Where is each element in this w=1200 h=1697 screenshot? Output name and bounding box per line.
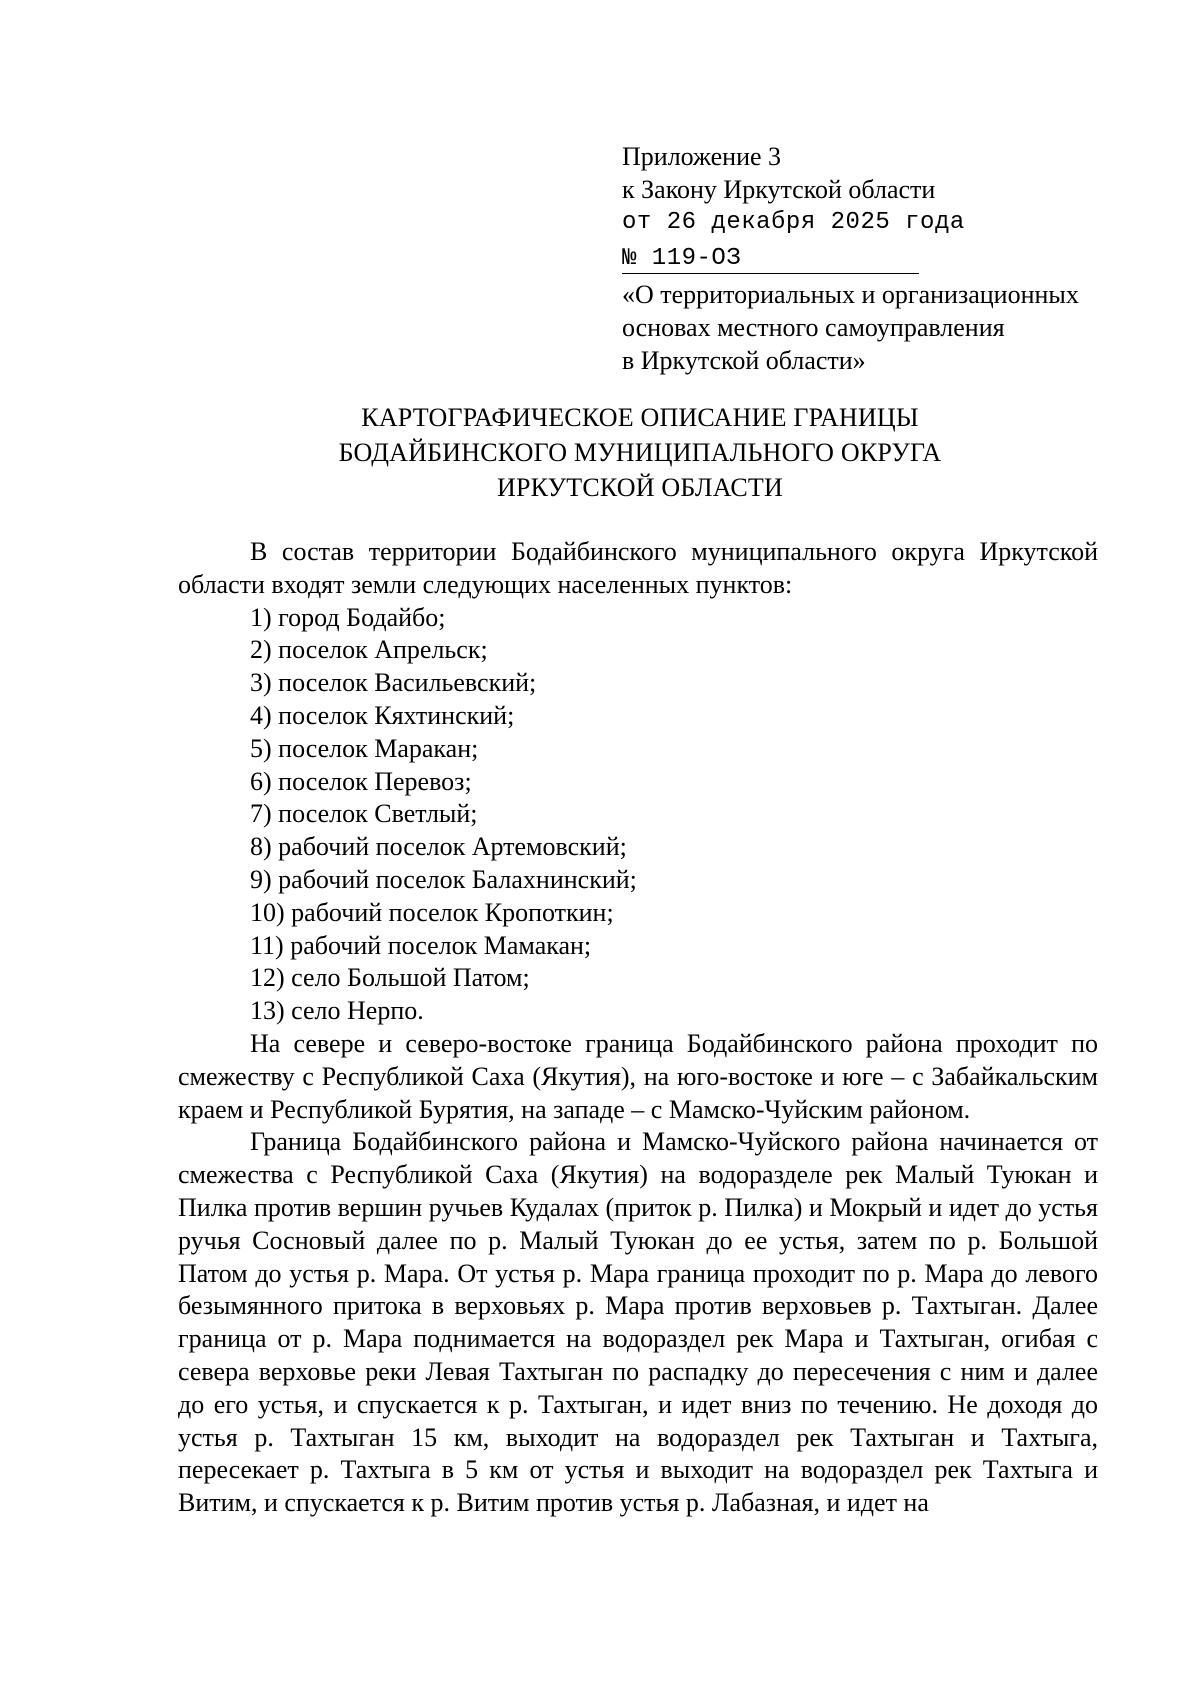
appendix-law-reference: к Закону Иркутской области (622, 175, 936, 204)
law-title-line: «О территориальных и организационных (622, 280, 1079, 309)
settlement-item: 5) поселок Маракан; (250, 733, 479, 763)
borders-paragraph: На севере и северо-востоке граница Бодайбинского района проходит по смежеству с Республикой Саха (Якутия), на юго-востоке и юге – с Забайкальским краем и Республикой Бурятия, на западе – с Мамско-Чуйским районом. (178, 1028, 1098, 1124)
settlement-item: 12) село Большой Патом; (250, 963, 530, 993)
title-line: ИРКУТСКОЙ ОБЛАСТИ (496, 473, 783, 502)
boundary-description-paragraph: Граница Бодайбинского района и Мамско-Чуйского района начинается от смежества с Республикой Саха (Якутия) на водоразделе рек Малый Туюкан и Пилка против вершин ручьев Кудалах (приток р. Пилка) и Мокрый и идет до устья ручья Сосновый далее по р. Малый Туюкан до ее устья, затем по р. Большой Патом до устья р. Мара. От устья р. Мара граница проходит по р. Мара до левого безымянного притока в верховьях р. Мара против верховьев р. Тахтыган. Далее граница от р. Мара поднимается на водораздел рек Мара и Тахтыган, огибая с севера верховье реки Левая Тахтыган по распадку до пересечения с ним и далее до его устья, и спускается к р. Тахтыган, и идет вниз по течению. Не доходя до устья р. Тахтыган 15 км, выходит на водораздел рек Тахтыган и Тахтыга, пересекает р. Тахтыга в 5 км от устья и выходит на водораздел рек Тахтыга и Витим, и спускается к р. Витим против устья р. Лабазная, и идет на (178, 1127, 1098, 1518)
settlement-item: 6) поселок Перевоз; (250, 766, 472, 796)
law-title-line: в Иркутской области» (622, 346, 866, 375)
title-line: КАРТОГРАФИЧЕСКОЕ ОПИСАНИЕ ГРАНИЦЫ (361, 403, 919, 432)
settlement-item: 11) рабочий поселок Мамакан; (250, 930, 592, 960)
settlement-item: 8) рабочий поселок Артемовский; (250, 832, 627, 862)
settlement-item: 13) село Нерпо. (250, 996, 424, 1026)
law-title-line: основах местного самоуправления (622, 313, 1005, 342)
settlement-item: 10) рабочий поселок Кропоткин; (250, 897, 614, 927)
appendix-label: Приложение 3 (622, 142, 782, 171)
appendix-date: от 26 декабря 2025 года (622, 209, 965, 236)
settlement-item: 4) поселок Кяхтинский; (250, 700, 515, 730)
settlement-list (178, 602, 1098, 1028)
document-title (180, 400, 1100, 505)
appendix-block (622, 140, 1122, 377)
intro-paragraph: В состав территории Бодайбинского муниципального округа Иркутской области входят земли следующих населенных пунктов: (178, 537, 1098, 599)
settlement-item: 2) поселок Апрельск; (250, 635, 488, 665)
title-line: БОДАЙБИНСКОГО МУНИЦИПАЛЬНОГО ОКРУГА (338, 438, 942, 467)
appendix-number: № 119-ОЗ (622, 245, 919, 274)
document-body (178, 536, 1098, 1520)
settlement-item: 1) город Бодайбо; (250, 602, 446, 632)
settlement-item: 9) рабочий поселок Балахнинский; (250, 864, 637, 894)
settlement-item: 3) поселок Васильевский; (250, 668, 537, 698)
appendix-law-title (622, 278, 1122, 377)
settlement-item: 7) поселок Светлый; (250, 799, 478, 829)
